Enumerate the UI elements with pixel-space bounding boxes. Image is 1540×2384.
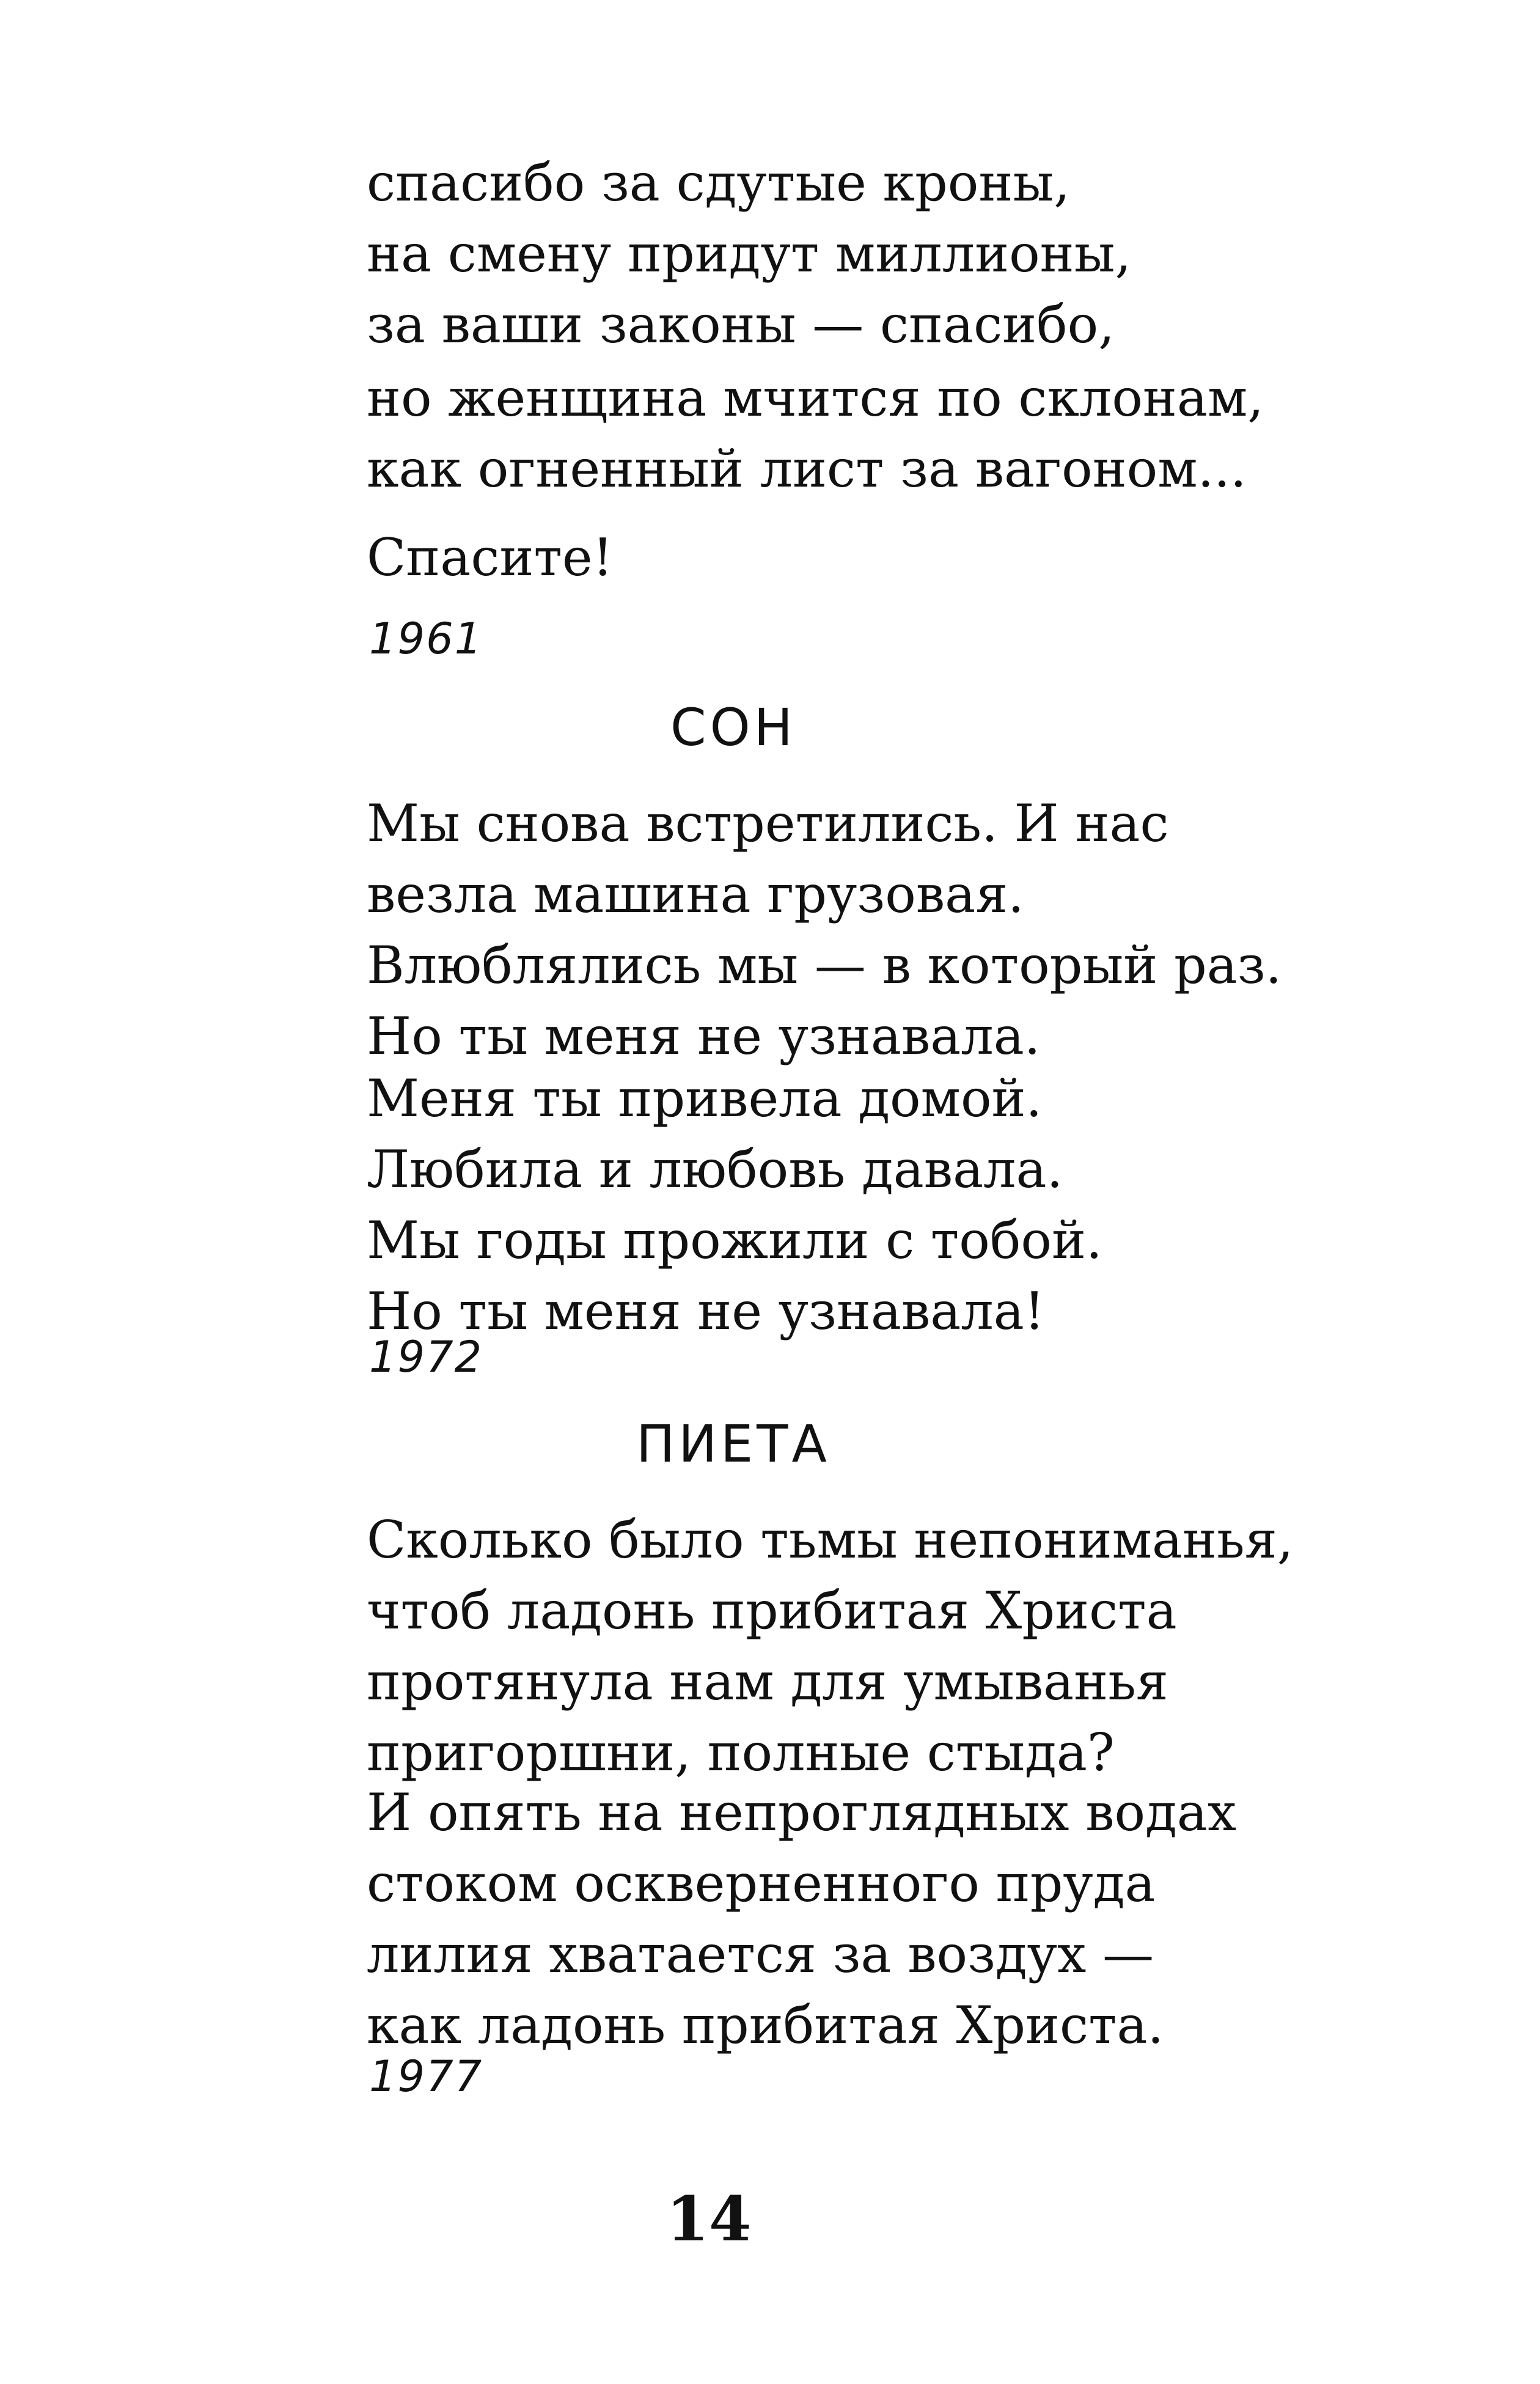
- verse-line: но женщина мчится по склонам,: [367, 368, 1264, 428]
- verse-line: Влюблялись мы — в который раз.: [367, 935, 1282, 995]
- verse-line: за ваши законы — спасибо,: [367, 294, 1115, 355]
- poem2-title: СОН: [670, 697, 796, 757]
- verse-line: Сколько было тьмы непониманья,: [367, 1510, 1294, 1570]
- poem3-stanza-2: [367, 1778, 1436, 2061]
- poem1-year: 1961: [369, 614, 483, 664]
- verse-line: стоком оскверненного пруда: [367, 1853, 1156, 1913]
- verse-line: как огненный лист за вагоном...: [367, 438, 1247, 499]
- poem3-year: 1977: [369, 2051, 483, 2102]
- verse-line: лилия хватается за воздух —: [367, 1924, 1154, 1984]
- verse-line: чтоб ладонь прибитая Христа: [367, 1580, 1177, 1641]
- verse-line: на смену придут миллионы,: [367, 223, 1132, 284]
- poem3-stanza-1: [367, 1505, 1436, 1789]
- poem2-stanza-1: [367, 789, 1436, 1072]
- poem1-stanza-3: [367, 523, 1436, 594]
- poem3-title: ПИЕТА: [636, 1414, 831, 1474]
- verse-line: спасибо за сдутые кроны,: [367, 153, 1070, 213]
- poem2-stanza-2: [367, 1064, 1436, 1347]
- verse-line: И опять на непроглядных водах: [367, 1782, 1237, 1842]
- poem1-stanza-1: [367, 148, 1436, 361]
- verse-line: пригоршни, полные стыда?: [367, 1722, 1115, 1782]
- verse-line: Любила и любовь давала.: [367, 1139, 1063, 1199]
- verse-line: Спасите!: [367, 528, 614, 587]
- verse-line: Мы снова встретились. И нас: [367, 793, 1169, 853]
- verse-line: Мы годы прожили с тобой.: [367, 1210, 1102, 1270]
- verse-line: везла машина грузовая.: [367, 864, 1024, 924]
- page-number: 14: [666, 2183, 752, 2255]
- verse-line: Но ты меня не узнавала!: [367, 1281, 1045, 1341]
- verse-line: Но ты меня не узнавала.: [367, 1006, 1041, 1066]
- verse-line: Меня ты привела домой.: [367, 1069, 1043, 1128]
- verse-line: протянула нам для умыванья: [367, 1651, 1168, 1712]
- poem2-year: 1972: [369, 1332, 483, 1382]
- poem1-stanza-2: [367, 363, 1436, 505]
- verse-line: как ладонь прибитая Христа.: [367, 1995, 1164, 2055]
